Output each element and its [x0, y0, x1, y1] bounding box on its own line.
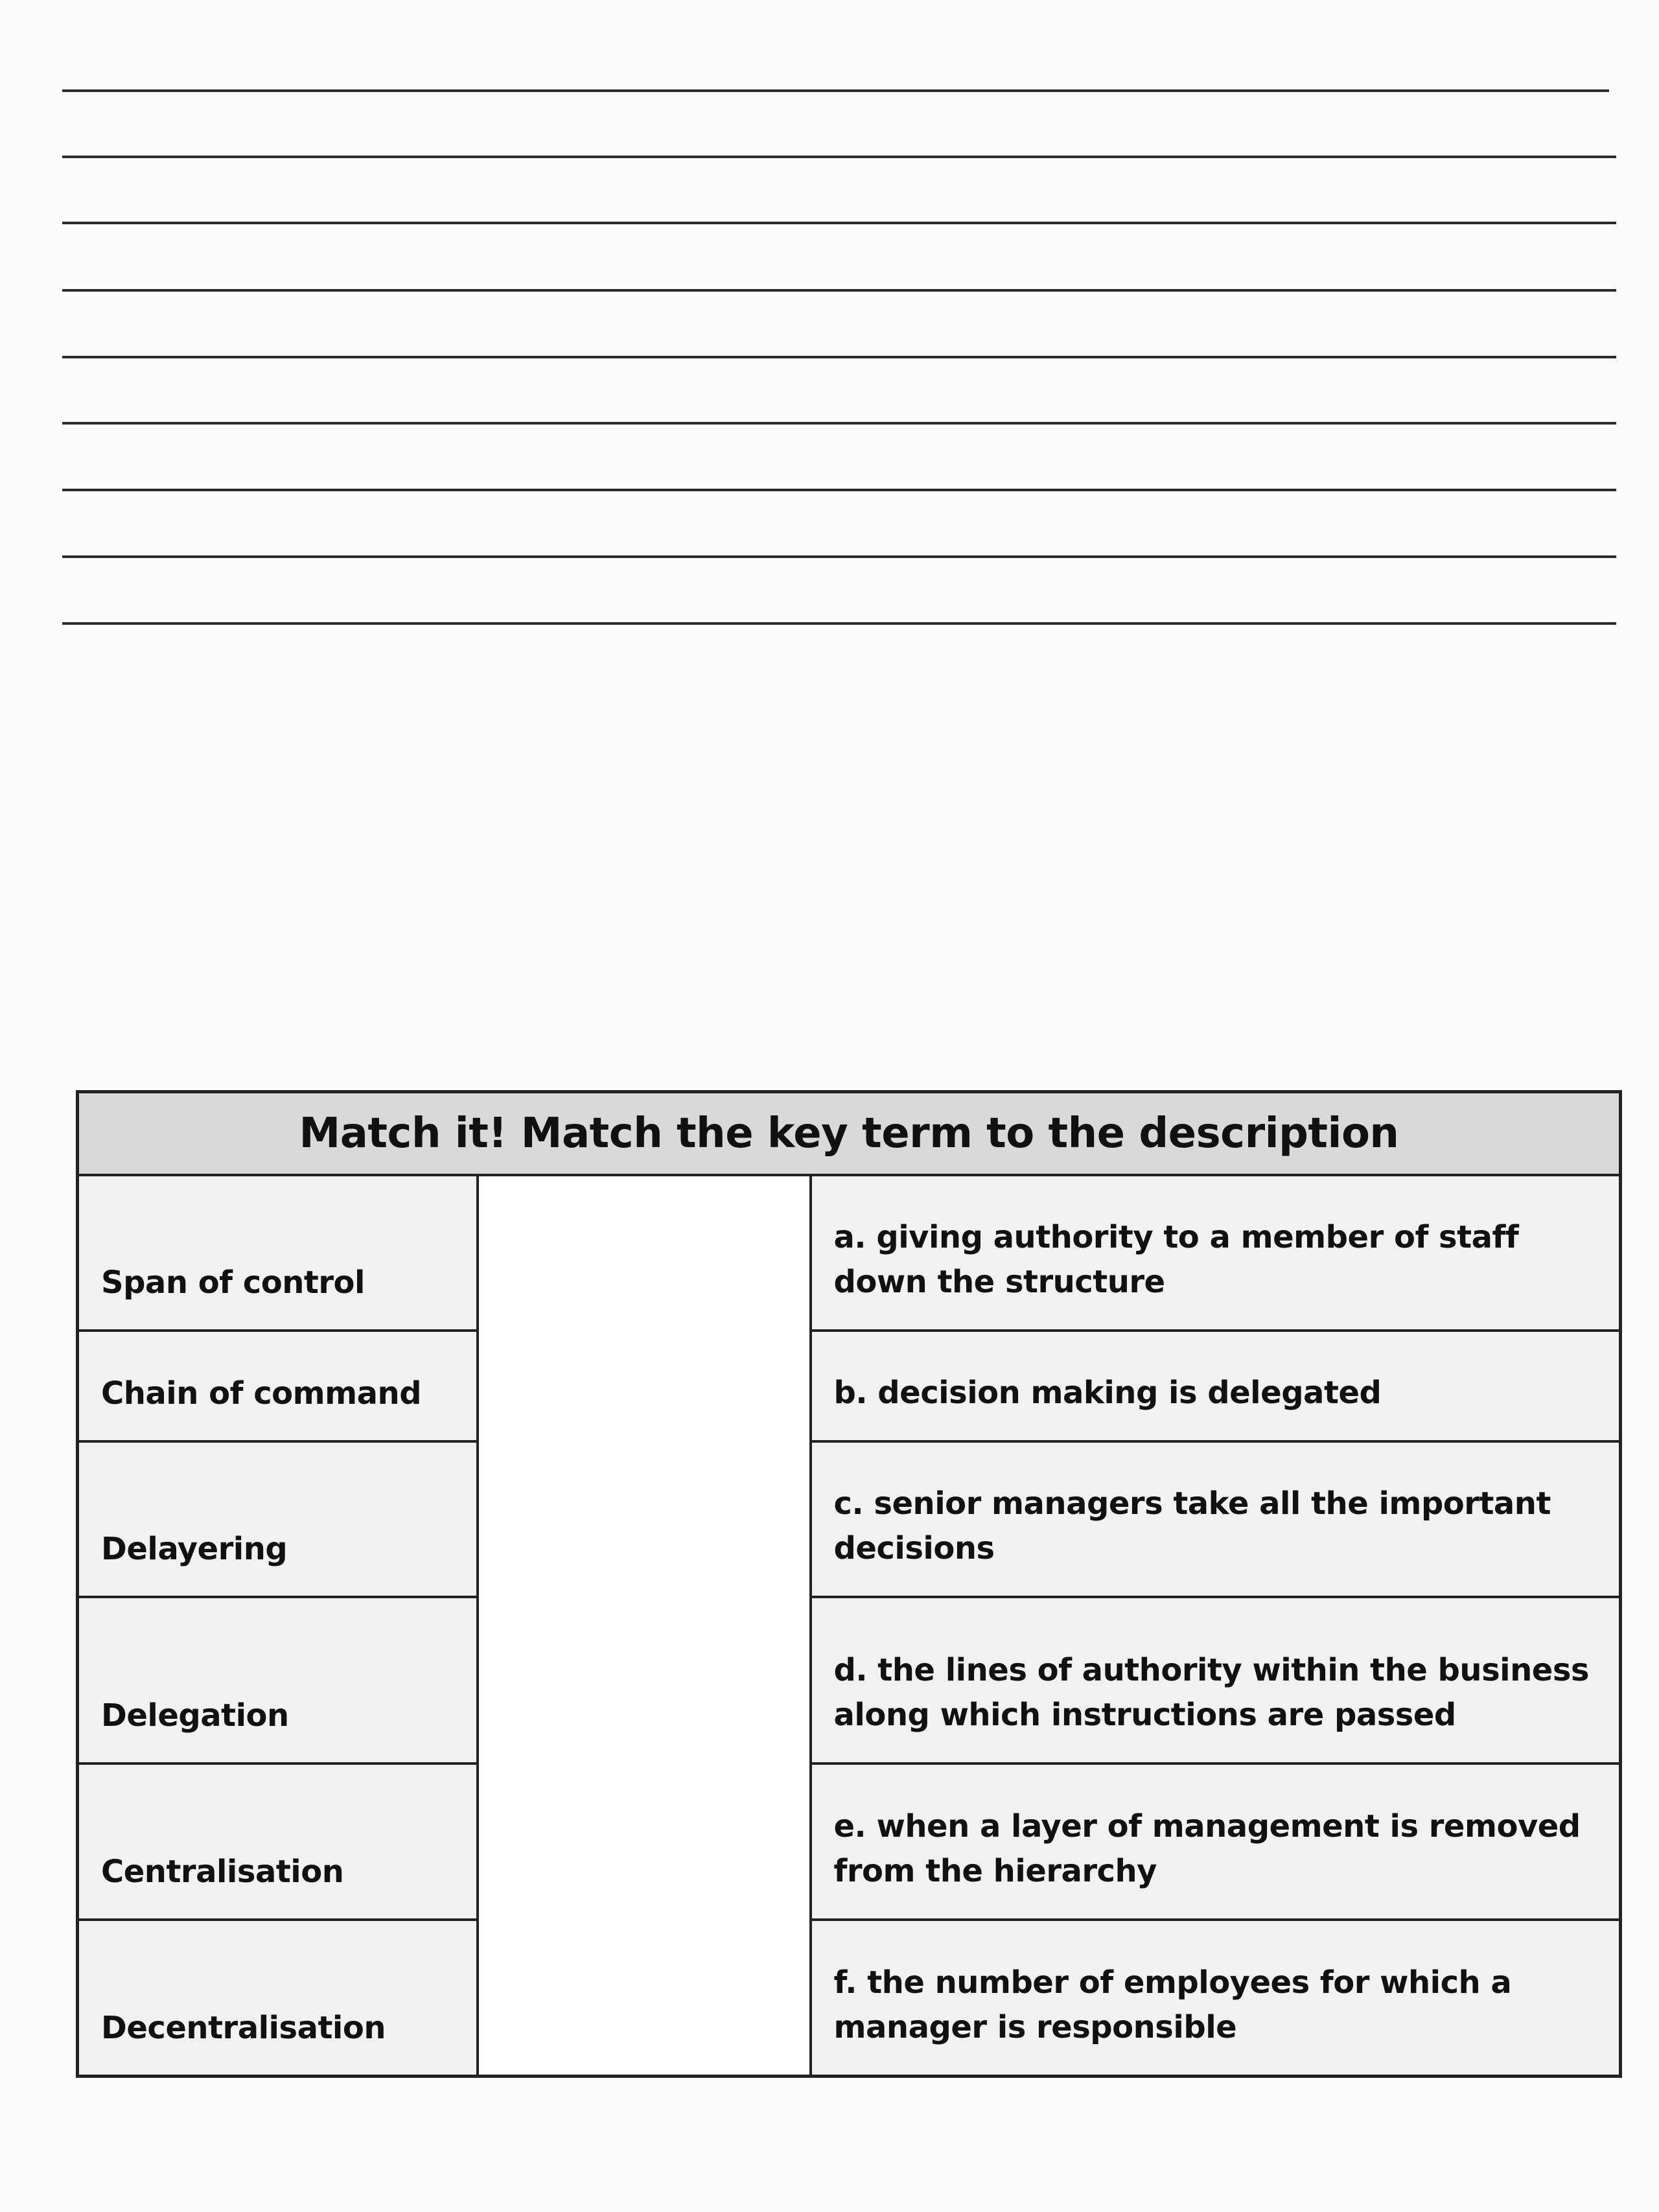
- key-term: Centralisation: [78, 1764, 478, 1920]
- answer-line: [62, 156, 1616, 158]
- table-row: [78, 1441, 1621, 1597]
- table-row: [78, 1175, 1621, 1331]
- table-row: [78, 1331, 1621, 1441]
- answer-line: [62, 289, 1616, 292]
- answer-lines: [62, 0, 1616, 648]
- answer-cell[interactable]: [478, 1597, 811, 1764]
- answer-cell[interactable]: [478, 1764, 811, 1920]
- key-term: Chain of command: [78, 1331, 478, 1441]
- description: f. the number of employees for which a manager is responsible: [811, 1920, 1621, 2076]
- answer-line: [62, 555, 1616, 558]
- answer-line: [62, 89, 1609, 92]
- answer-line: [62, 222, 1616, 224]
- answer-cell[interactable]: [478, 1920, 811, 2076]
- match-table: [76, 1090, 1622, 2078]
- answer-line: [62, 356, 1616, 358]
- key-term: Decentralisation: [78, 1920, 478, 2076]
- description: b. decision making is delegated: [811, 1331, 1621, 1441]
- answer-line: [62, 489, 1616, 491]
- key-term: Span of control: [78, 1175, 478, 1331]
- answer-cell[interactable]: [478, 1441, 811, 1597]
- description: e. when a layer of management is removed from the hierarchy: [811, 1764, 1621, 1920]
- answer-line: [62, 422, 1616, 425]
- description: c. senior managers take all the important decisions: [811, 1441, 1621, 1597]
- table-row: [78, 1764, 1621, 1920]
- key-term: Delegation: [78, 1597, 478, 1764]
- table-row: [78, 1920, 1621, 2076]
- key-term: Delayering: [78, 1441, 478, 1597]
- answer-cell[interactable]: [478, 1331, 811, 1441]
- table-title: Match it! Match the key term to the description: [78, 1092, 1621, 1176]
- answer-line: [62, 622, 1616, 625]
- answer-cell[interactable]: [478, 1175, 811, 1331]
- table-row: [78, 1597, 1621, 1764]
- description: d. the lines of authority within the business along which instructions are passed: [811, 1597, 1621, 1764]
- description: a. giving authority to a member of staff down the structure: [811, 1175, 1621, 1331]
